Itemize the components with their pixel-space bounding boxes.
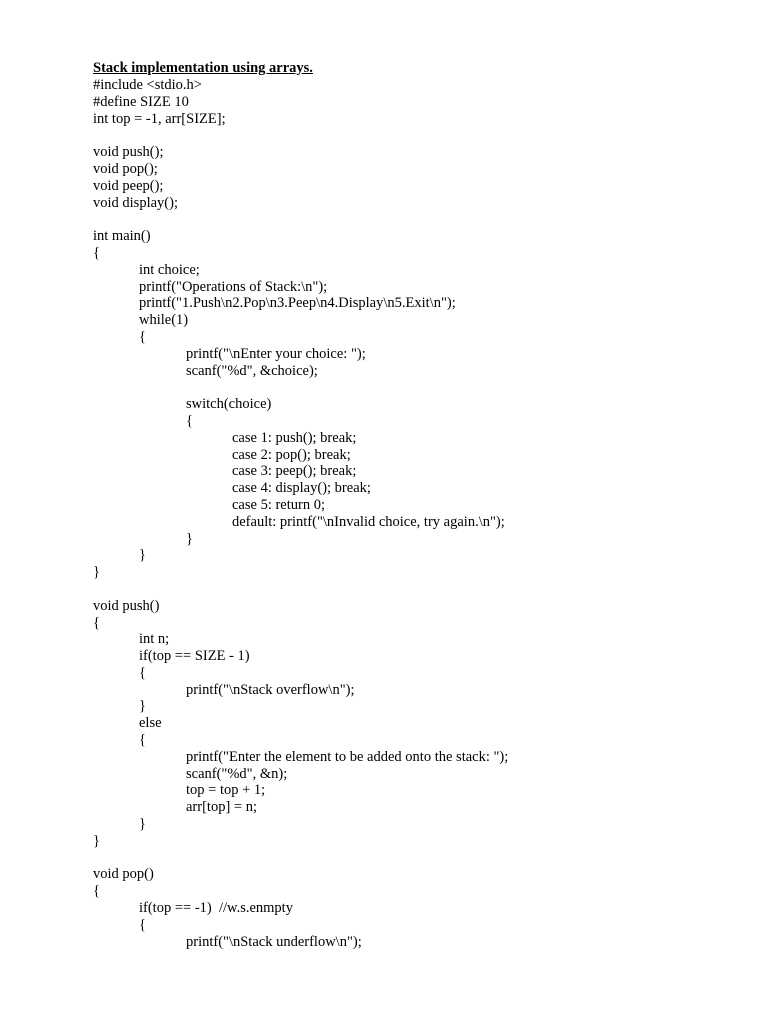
code-line: } [93, 832, 100, 849]
code-line: } [186, 530, 193, 547]
code-line: { [139, 664, 146, 681]
code-line: while(1) [139, 312, 189, 329]
code-line: default: printf("\nInvalid choice, try again.\n"); [232, 513, 505, 530]
code-line: { [186, 412, 193, 429]
code-line: else [139, 715, 162, 732]
code-line: { [139, 916, 146, 933]
code-line: scanf("%d", &choice); [186, 362, 318, 379]
code-line: void pop() [93, 866, 154, 883]
code-line: } [139, 698, 146, 715]
blank-line [93, 850, 753, 867]
code-listing [93, 77, 753, 950]
code-line: case 4: display(); break; [232, 480, 371, 497]
code-line: arr[top] = n; [186, 799, 257, 816]
code-line: { [139, 328, 146, 345]
code-line: int main() [93, 228, 151, 245]
code-line: } [139, 547, 146, 564]
code-line: void peep(); [93, 177, 164, 194]
code-line: case 5: return 0; [232, 496, 326, 513]
code-line: printf("\nStack underflow\n"); [186, 933, 362, 950]
code-line: int n; [139, 631, 170, 648]
code-line: { [93, 614, 100, 631]
code-line: void pop(); [93, 160, 158, 177]
document-title: Stack implementation using arrays. [93, 60, 313, 76]
code-line: printf("\nEnter your choice: "); [186, 345, 366, 362]
code-line: printf("1.Push\n2.Pop\n3.Peep\n4.Display\n5.Exit\n"); [139, 295, 456, 312]
code-line: case 3: peep(); break; [232, 463, 357, 480]
blank-line [93, 211, 753, 228]
code-line: } [93, 564, 100, 581]
code-line: void display(); [93, 194, 178, 211]
code-line: #define SIZE 10 [93, 93, 189, 110]
code-line: int top = -1, arr[SIZE]; [93, 110, 226, 127]
blank-line [93, 379, 753, 396]
blank-line [93, 127, 753, 144]
code-line: { [93, 883, 100, 900]
code-line: void push() [93, 597, 160, 614]
code-line: int choice; [139, 261, 200, 278]
code-line: printf("Operations of Stack:\n"); [139, 278, 328, 295]
code-line: #include <stdio.h> [93, 77, 202, 93]
code-line: if(top == SIZE - 1) [139, 648, 250, 665]
blank-line [93, 581, 753, 598]
code-line: switch(choice) [186, 396, 272, 413]
code-line: case 2: pop(); break; [232, 446, 351, 463]
code-line: case 1: push(); break; [232, 429, 357, 446]
code-line: top = top + 1; [186, 782, 266, 799]
code-line: { [139, 732, 146, 749]
code-line: if(top == -1) //w.s.enmpty [139, 900, 293, 917]
code-line: scanf("%d", &n); [186, 765, 288, 782]
code-line: { [93, 244, 100, 261]
code-line: } [139, 816, 146, 833]
code-line: printf("\nStack overflow\n"); [186, 681, 355, 698]
code-line: printf("Enter the element to be added onto the stack: "); [186, 748, 509, 765]
code-line: void push(); [93, 144, 164, 161]
